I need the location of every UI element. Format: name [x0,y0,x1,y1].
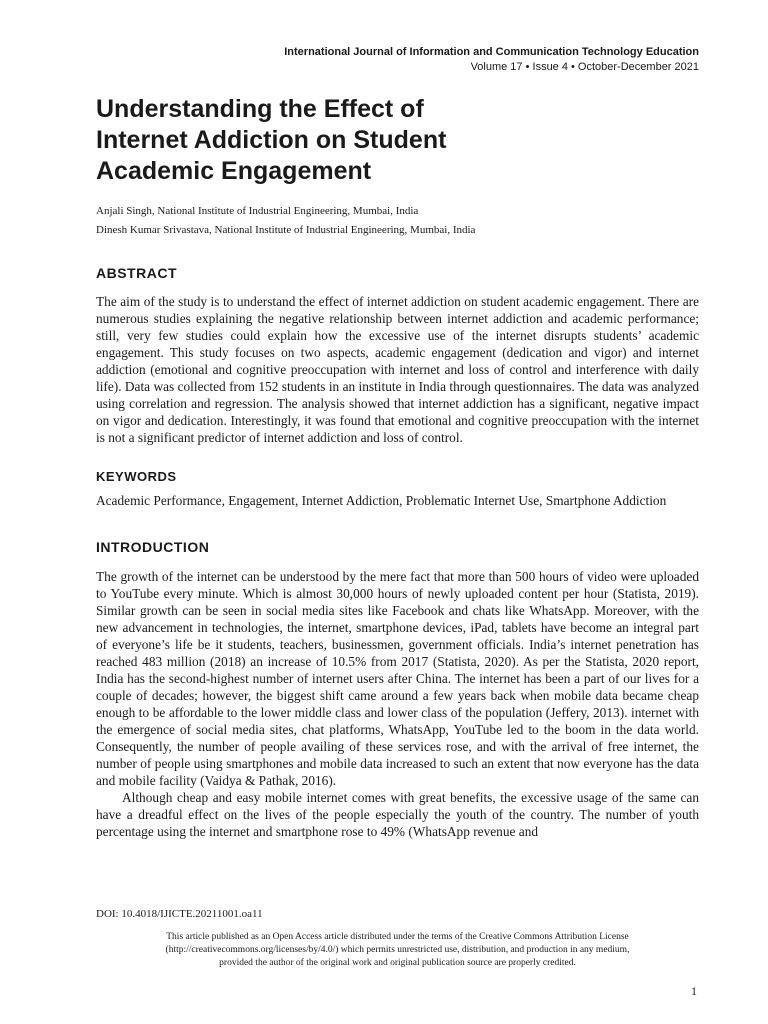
article-body [96,94,699,840]
page-number: 1 [691,984,697,998]
title-line: Internet Addiction on Student [96,126,447,154]
author-line: Dinesh Kumar Srivastava, National Institute of Industrial Engineering, Mumbai, India [96,224,476,236]
introduction-paragraph: The growth of the internet can be understood by the mere fact that more than 500 hours of video were uploaded to YouTube every minute. Which is almost 30,000 hours of newly uploaded content per hour (Statista, 2019). Similar growth can be seen in social media sites like Facebook and chats like WhatsApp. Moreover, with the new advancement in technologies, the internet, smartphone devices, iPad, tablets have become an integral part of everyone’s life be it students, teachers, businessmen, government officials. India’s internet penetration has reached 483 million (2018) an increase of 10.5% from 2017 (Statista, 2020). As per the Statista, 2020 report, India has the second-highest number of internet users after China. The internet has been a part of our lives for a couple of decades; however, the biggest shift came around a few years back when mobile data became cheap enough to be affordable to the lower middle class and lower class of the population (Jeffery, 2013). internet with the emergence of social media sites, chat platforms, WhatsApp, YouTube led to the boom in the data world. Consequently, the number of people availing of these services rose, and with the arrival of free internet, the number of people using smartphones and mobile data increased to such an extent that now everyone has the data and mobile facility (Vaidya & Pathak, 2016). [96,569,699,788]
license-line: This article published as an Open Access article distributed under the terms of the Creative Commons Attribution License [166,932,629,942]
title-line: Understanding the Effect of [96,95,424,123]
license-notice [96,931,699,970]
doi-link[interactable]: DOI: 10.4018/IJICTE.20211001.oa11 [96,908,263,920]
journal-volume: Volume 17 • Issue 4 • October-December 2021 [470,61,699,73]
article-title [96,94,699,187]
author-line: Anjali Singh, National Institute of Industrial Engineering, Mumbai, India [96,205,419,217]
license-line: (http://creativecommons.org/licenses/by/4.0/) which permits unrestricted use, distribution, and production in any medium, [165,945,630,955]
abstract-heading: ABSTRACT [96,265,177,281]
keywords-heading: KEYWORDS [96,469,177,484]
journal-name: International Journal of Information and Communication Technology Education [284,46,699,58]
license-line: provided the author of the original work and original publication source are properly credited. [219,958,576,968]
title-line: Academic Engagement [96,157,372,185]
abstract-text: The aim of the study is to understand the effect of internet addiction on student academic engagement. There are numerous studies explaining the negative relationship between internet addiction and academic performance; still, very few studies could explain how the excessive use of the internet disrupts students’ academic engagement. This study focuses on two aspects, academic engagement (dedication and vigor) and internet addiction (emotional and cognitive preoccupation with internet and loss of control and interference with daily life). Data was collected from 152 students in an institute in India through questionnaires. The data was analyzed using correlation and regression. The analysis showed that internet addiction has a significant, negative impact on vigor and dedication. Interestingly, it was found that emotional and cognitive preoccupation with the internet is not a significant predictor of internet addiction and loss of control. [96,294,699,445]
introduction-heading: INTRODUCTION [96,539,210,555]
introduction-paragraph: Although cheap and easy mobile internet comes with great benefits, the excessive usage of the same can have a dreadful effect on the lives of the people especially the youth of the country. The number of youth percentage using the internet and smartphone rose to 49% (WhatsApp revenue and [96,790,699,839]
keywords-text: Academic Performance, Engagement, Internet Addiction, Problematic Internet Use, Smartphone Addiction [96,493,667,508]
journal-header [284,45,699,75]
